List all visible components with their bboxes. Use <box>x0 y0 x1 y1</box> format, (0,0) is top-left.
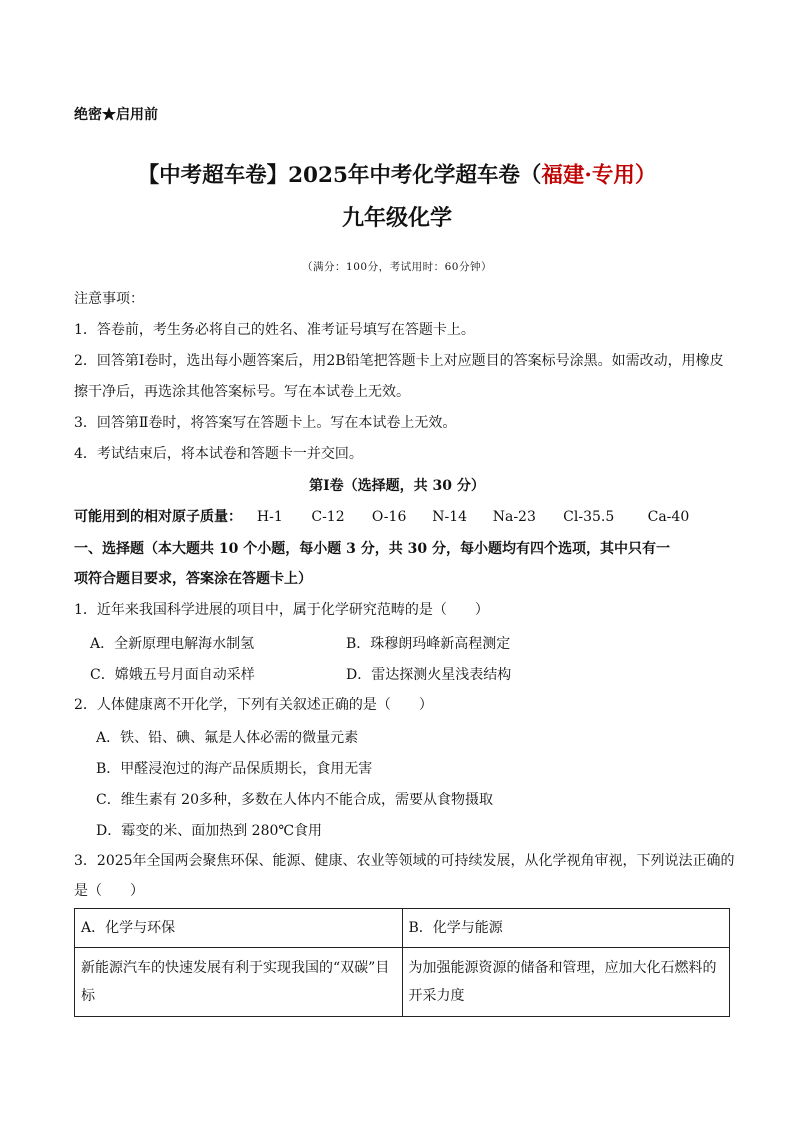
question-3-table <box>74 908 730 1017</box>
atomic-mass-value: C-12 <box>311 509 345 525</box>
question-1-option-d: D．雷达探测火星浅表结构 <box>346 667 512 683</box>
score-note: （满分：100分，考试用时：60分钟） <box>302 261 492 273</box>
atomic-mass-value: Ca-40 <box>647 509 690 525</box>
note-item-continued: 擦干净后，再选涂其他答案标号。写在本试卷上无效。 <box>74 384 410 400</box>
section-instruction-continued: 项符合题目要求，答案涂在答题卡上） <box>74 571 312 587</box>
exam-subtitle: 九年级化学 <box>341 205 452 231</box>
exam-title-close: ） <box>634 163 657 188</box>
note-item: 3．回答第Ⅱ卷时，将答案写在答题卡上。写在本试卷上无效。 <box>74 415 457 431</box>
exam-title <box>0 158 794 189</box>
question-3-stem-continued: 是（ ） <box>74 883 144 899</box>
question-2-option-b: B．甲醛浸泡过的海产品保质期长，食用无害 <box>96 761 373 777</box>
atomic-mass-value: O-16 <box>371 509 407 525</box>
table-cell-b: 为加强能源资源的储备和管理，应加大化石燃料的开采力度 <box>402 948 730 1017</box>
note-item: 2．回答第Ⅰ卷时，选出每小题答案后，用2B铅笔把答题卡上对应题目的答案标号涂黑。如需改动，用橡皮 <box>74 353 724 369</box>
question-2-option-c: C．维生素有 20多种，多数在人体内不能合成，需要从食物摄取 <box>96 792 493 808</box>
question-2-option-d: D．霉变的米、面加热到 280℃食用 <box>96 823 323 839</box>
atomic-mass-row <box>74 507 689 527</box>
question-3-stem: 3．2025年全国两会聚焦环保、能源、健康、农业等领域的可持续发展，从化学视角审视，下列说法正确的 <box>74 853 735 869</box>
table-header-cell-a: A．化学与环保 <box>75 909 403 948</box>
question-1-stem: 1．近年来我国科学进展的项目中，属于化学研究范畴的是（ ） <box>74 602 489 618</box>
question-1-option-a: A．全新原理电解海水制氢 <box>90 636 255 652</box>
atomic-mass-value: Na-23 <box>492 509 536 525</box>
question-2-stem: 2．人体健康离不开化学，下列有关叙述正确的是（ ） <box>74 697 433 713</box>
exam-title-region: 福建·专用 <box>541 163 635 188</box>
table-row <box>75 948 730 1017</box>
question-2-option-a: A．铁、铅、碘、氟是人体必需的微量元素 <box>96 730 359 746</box>
note-item: 1．答卷前，考生务必将自己的姓名、准考证号填写在答题卡上。 <box>74 322 475 338</box>
atomic-mass-value: H-1 <box>256 509 283 525</box>
table-cell-a: 新能源汽车的快速发展有利于实现我国的“双碳”目标 <box>75 948 403 1017</box>
table-header-cell-b: B．化学与能源 <box>402 909 730 948</box>
question-1-option-c: C．嫦娥五号月面自动采样 <box>90 667 255 683</box>
note-item: 4．考试结束后，将本试卷和答题卡一并交回。 <box>74 446 363 462</box>
atomic-mass-label: 可能用到的相对原子质量： <box>74 509 242 525</box>
notes-heading: 注意事项： <box>74 291 144 307</box>
section-title: 第Ⅰ卷（选择题，共 30 分） <box>309 478 485 494</box>
confidential-mark: 绝密★启用前 <box>74 107 158 123</box>
atomic-mass-value: Cl-35.5 <box>563 509 615 525</box>
table-header-row <box>75 909 730 948</box>
atomic-mass-value: N-14 <box>432 509 468 525</box>
question-1-option-b: B．珠穆朗玛峰新高程测定 <box>346 636 511 652</box>
exam-title-main: 【中考超车卷】2025年中考化学超车卷（ <box>137 163 542 188</box>
section-instruction: 一、选择题（本大题共 10 个小题，每小题 3 分，共 30 分，每小题均有四个选项，其中只有一 <box>74 541 670 557</box>
